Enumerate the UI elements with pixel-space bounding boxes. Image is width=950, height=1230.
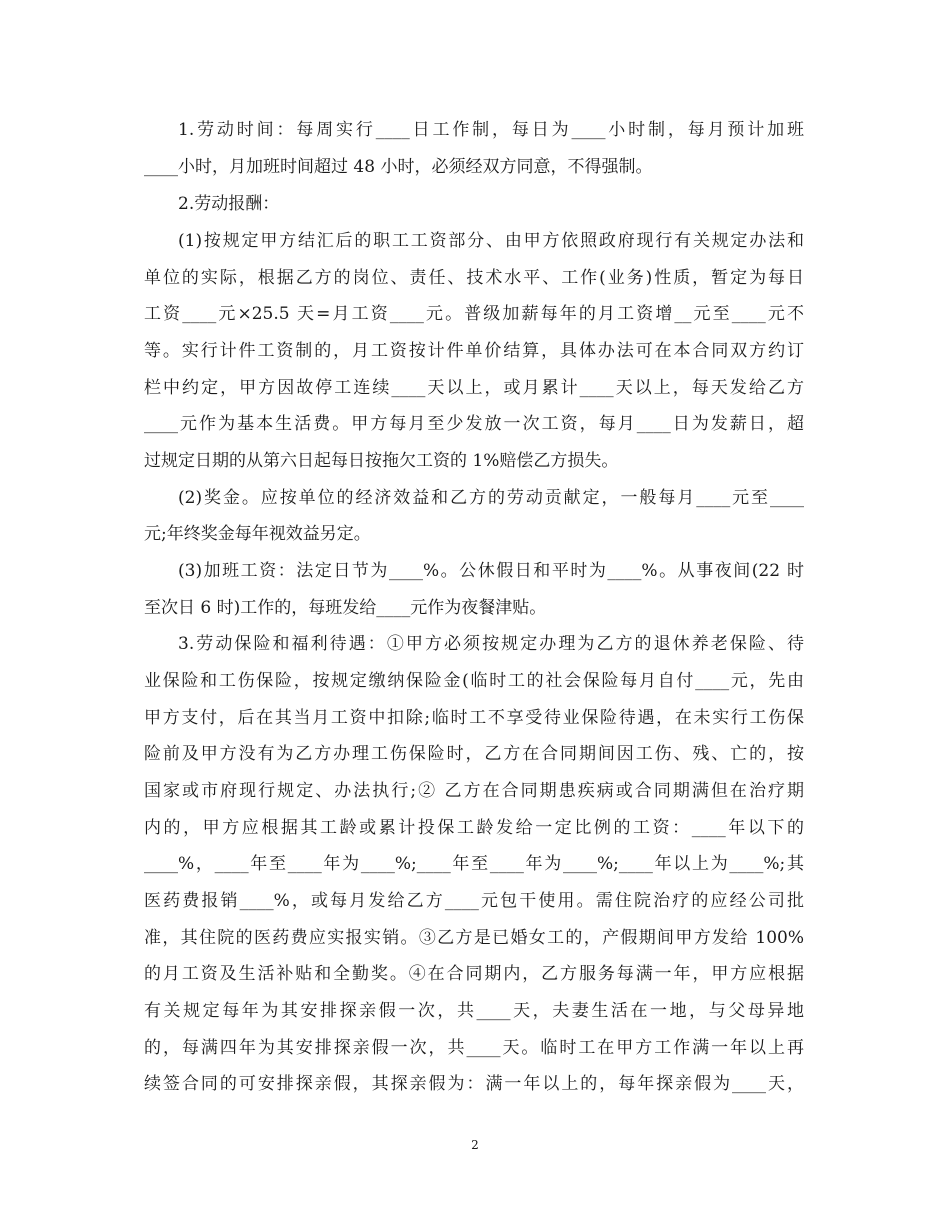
text-line: 甲方支付，后在其当月工资中扣除;临时工不享受待业保险待遇，在未实行工伤保 [144,708,804,728]
text-line: 工资____元×25.5 天=月工资____元。普级加薪每年的月工资增__元至____元不 [144,304,804,324]
text-line: 医药费报销____%，或每月发给乙方____元包干使用。需住院治疗的应经公司批 [144,891,804,911]
text-line: 2.劳动报酬： [178,194,280,214]
text-line: 内的，甲方应根据其工龄或累计投保工龄发给一定比例的工资：____年以下的 [144,818,804,838]
text-line: (1)按规定甲方结汇后的职工工资部分、由甲方依照政府现行有关规定办法和 [178,231,804,251]
text-line: (3)加班工资：法定日节为____%。公休假日和平时为____%。从事夜间(22 时 [178,561,804,581]
text-line: 国家或市府现行规定、办法执行;② 乙方在合同期患疾病或合同期满但在治疗期 [144,781,804,801]
text-line: 准，其住院的医药费应实报实销。③乙方是已婚女工的，产假期间甲方发给 100% [144,928,804,948]
text-line: ____小时，月加班时间超过 48 小时，必须经双方同意，不得强制。 [144,157,653,177]
text-line: 等。实行计件工资制的，月工资按计件单价结算，具体办法可在本合同双方约订 [144,341,804,361]
text-line: 元;年终奖金每年视效益另定。 [144,524,371,544]
text-line: (2)奖金。应按单位的经济效益和乙方的劳动贡献定，一般每月____元至____ [178,488,804,508]
text-line: 有关规定每年为其安排探亲假一次，共____天，夫妻生活在一地，与父母异地 [144,1001,804,1021]
text-line: 过规定日期的从第六日起每日按拖欠工资的 1%赔偿乙方损失。 [144,451,619,471]
text-line: 险前及甲方没有为乙方办理工伤保险时，乙方在合同期间因工伤、残、亡的，按 [144,744,804,764]
text-line: 至次日 6 时)工作的，每班发给____元作为夜餐津贴。 [144,598,547,618]
text-line: 栏中约定，甲方因故停工连续____天以上，或月累计____天以上，每天发给乙方 [144,378,804,398]
text-line: 的，每满四年为其安排探亲假一次，共____天。临时工在甲方工作满一年以上再 [144,1038,804,1058]
text-line: ____元作为基本生活费。甲方每月至少发放一次工资，每月____日为发薪日，超 [144,414,804,434]
text-line: 单位的实际，根据乙方的岗位、责任、技术水平、工作(业务)性质，暂定为每日 [144,268,804,288]
page-number: 2 [471,1138,479,1152]
text-line: 3.劳动保险和福利待遇：①甲方必须按规定办理为乙方的退休养老保险、待 [178,634,804,654]
text-line: 续签合同的可安排探亲假，其探亲假为：满一年以上的，每年探亲假为____天， [144,1074,804,1094]
text-line: ____%，____年至____年为____%;____年至____年为____%;____年以上为____%;其 [144,854,804,874]
text-line: 的月工资及生活补贴和全勤奖。④在合同期内，乙方服务每满一年，甲方应根据 [144,964,804,984]
text-line: 1.劳动时间：每周实行____日工作制，每日为____小时制，每月预计加班 [178,120,804,140]
text-line: 业保险和工伤保险，按规定缴纳保险金(临时工的社会保险每月自付____元，先由 [144,671,804,691]
